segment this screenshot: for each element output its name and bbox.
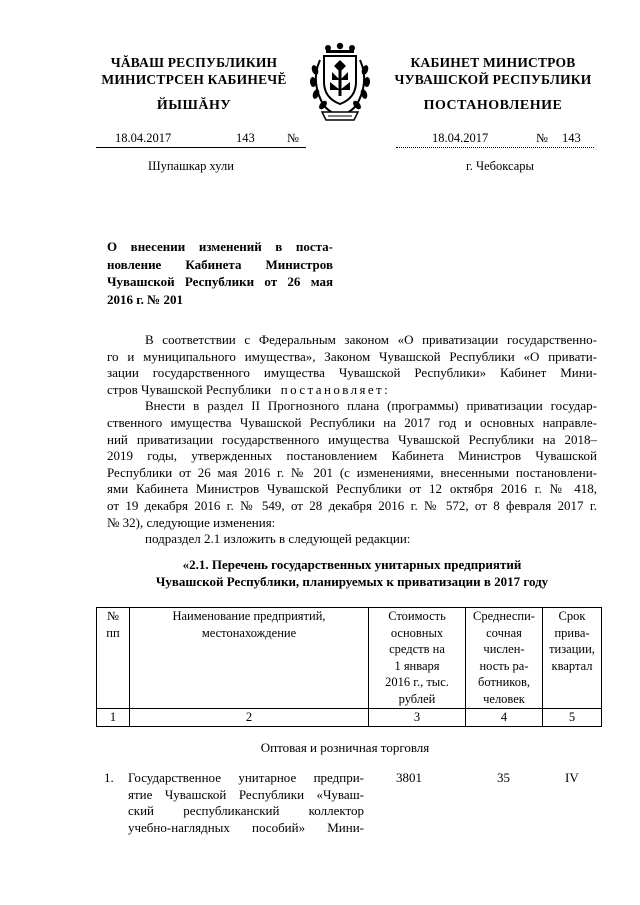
title-line: новление Кабинета Министров (107, 256, 333, 272)
para2-line: ями Кабинета Министров Чувашской Республики от 12 октября 2016 г. № 418, (107, 481, 597, 497)
coat-of-arms-icon (302, 42, 378, 124)
para2-line: ний приватизации государственного имущества Чувашской Республики на 2018– (107, 431, 597, 447)
header-right-line2: ЧУВАШСКОЙ РЕСПУБЛИКИ (394, 72, 592, 87)
header-value: Стоимость основных средств на 1 января 2016 г., тыс. рублей (369, 608, 466, 709)
row-1-staff: 35 (497, 770, 510, 785)
colnum: 2 (130, 709, 369, 727)
para1-line: го и муниципального имущества», Законом Чувашской Республики «О привати- (107, 348, 597, 364)
header-quarter: Срок прива- тизации, квартал (543, 608, 602, 709)
header-left-line1: ЧĂВАШ РЕСПУБЛИКИН (110, 55, 278, 70)
para1-line-last (107, 382, 597, 399)
para2-line: № 32), следующие изменения: (107, 514, 276, 530)
row-1-name-line: Государственное унитарное предпри- (128, 770, 364, 785)
right-number-sign: № (536, 131, 548, 145)
left-city: Шупашкар хули (148, 159, 234, 173)
para2-line: Внести в раздел II Прогнозного плана (программы) приватизации государ- (145, 398, 597, 414)
left-number: 143 (236, 131, 255, 145)
colnum: 4 (466, 709, 543, 727)
row-1-name-line: ский республиканский коллектор (128, 803, 364, 818)
section-title-line: Чувашской Республики, планируемых к приватизации в 2017 году (155, 574, 549, 589)
row-1-quarter: IV (565, 770, 579, 785)
row-1-num: 1. (104, 770, 114, 785)
header-right-line1: КАБИНЕТ МИНИСТРОВ (410, 55, 576, 70)
left-number-sign: № (287, 131, 299, 145)
para2-line: Республики от 26 мая 2016 г. № 201 (с изменениями, внесенными постановлени- (107, 464, 597, 480)
para2-line: от 19 декабря 2016 г. № 549, от 28 декабря 2016 г. № 572, от 8 февраля 2017 г. (107, 497, 597, 513)
title-line: О внесении изменений в поста- (107, 239, 333, 254)
row-1-name-line: учебно-наглядных пособий» Мини- (128, 819, 364, 835)
section-title-line: «2.1. Перечень государственных унитарных предприятий (182, 557, 522, 572)
row-1-name (128, 770, 364, 836)
title-line: 2016 г. № 201 (107, 291, 184, 307)
para2-line: 2019 годы, утвержденных постановлением Кабинета Министров Чувашской (107, 448, 597, 464)
header-staff: Среднеспи- сочная числен- ность ра- ботников, человек (466, 608, 543, 709)
document-title (107, 238, 333, 308)
header-left-line2: МИНИСТРСЕН КАБИНЕЧĔ (101, 72, 287, 87)
colnum: 1 (97, 709, 130, 727)
left-date: 18.04.2017 (115, 131, 172, 145)
header-name: Наименование предприятий, местонахождение (130, 608, 369, 709)
table-colnum-row (97, 709, 602, 727)
title-line: Чувашской Республики от 26 мая (107, 274, 333, 289)
header-left-doc-type: ЙЫШĂНУ (156, 98, 232, 113)
body-text (107, 332, 597, 548)
para1-line: В соответствии с Федеральным законом «О приватизации государственно- (145, 332, 597, 347)
privatization-table (96, 607, 602, 727)
colnum: 3 (369, 709, 466, 727)
para3-line: подраздел 2.1 изложить в следующей редакции: (145, 531, 411, 547)
header-num: № пп (97, 608, 130, 709)
resolves-word: постановляет: (280, 381, 391, 397)
category-heading: Оптовая и розничная торговля (260, 740, 430, 755)
section-title (107, 556, 597, 590)
header-right-doc-type: ПОСТАНОВЛЕНИЕ (423, 98, 563, 113)
para2-line: ственного имущества Чувашской Республики на 2017 год и основных направле- (107, 414, 597, 430)
table-header-row (97, 608, 602, 709)
right-number: 143 (562, 131, 581, 145)
coat-of-arms-emblem (302, 42, 378, 124)
right-city: г. Чебоксары (466, 159, 534, 173)
row-1-value: 3801 (396, 770, 422, 785)
row-1-name-line: ятие Чувашской Республики «Чуваш- (128, 786, 364, 802)
right-date: 18.04.2017 (432, 131, 489, 145)
para1-last-prefix: стров Чувашской Республики (107, 381, 272, 397)
colnum: 5 (543, 709, 602, 727)
para1-line: зации государственного имущества Чувашской Республики» Кабинет Мини- (107, 365, 597, 381)
